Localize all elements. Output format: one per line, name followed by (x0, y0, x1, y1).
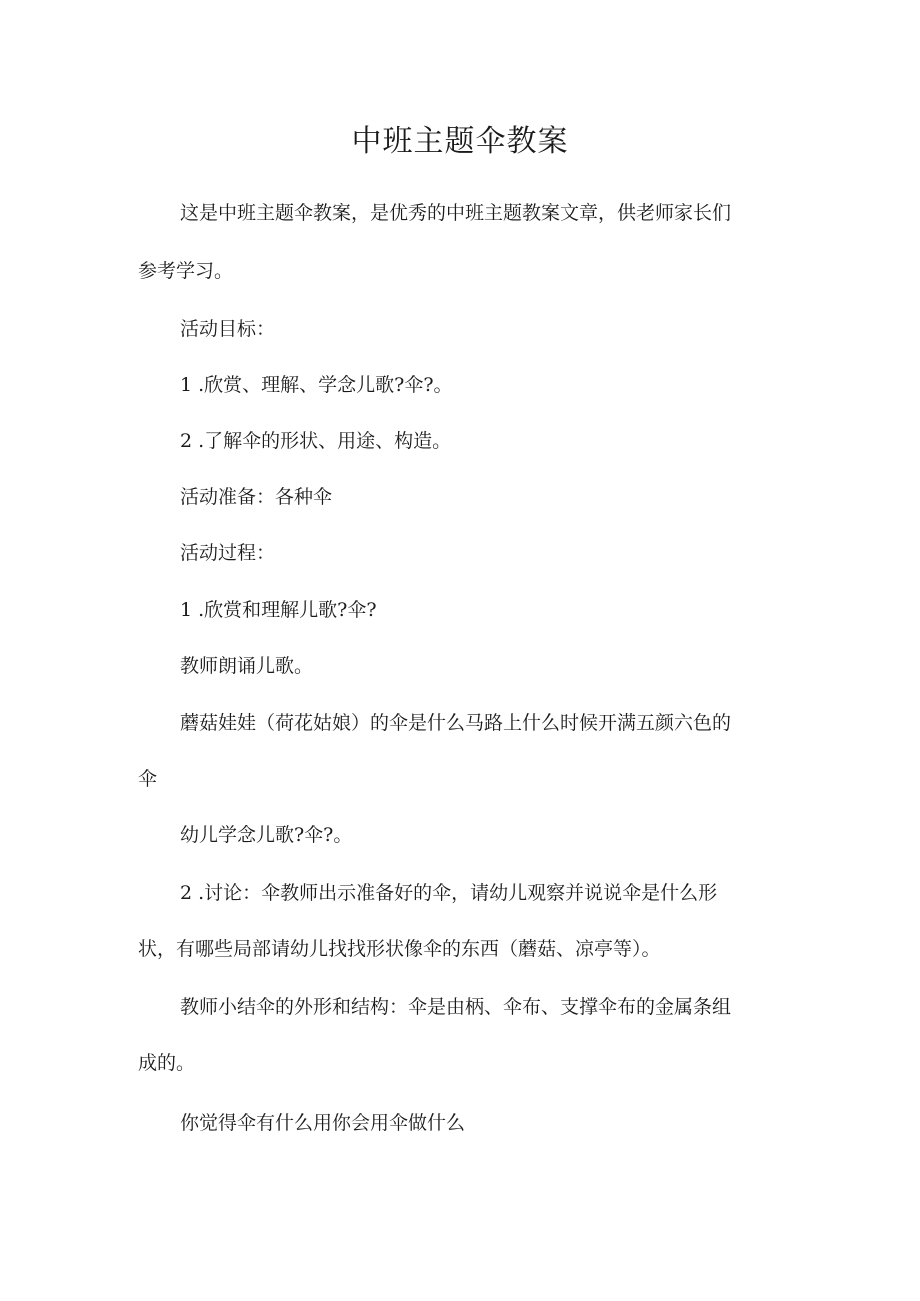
goal-item-2: 2 .了解伞的形状、用途、构造。 (180, 430, 452, 452)
heading-preparation: 活动准备：各种伞 (180, 486, 333, 508)
paragraph-summary: 教师小结伞的外形和结构：伞是由柄、伞布、支撑伞布的金属条组 (180, 996, 732, 1018)
paragraph-intro-cont: 参考学习。 (138, 260, 234, 282)
goal-item-1: 1 .欣赏、理解、学念儿歌?伞?。 (180, 374, 453, 396)
process-step-2-cont: 状，有哪些局部请幼儿找找形状像伞的东西（蘑菇、凉亭等）。 (138, 938, 661, 960)
process-step-2: 2 .讨论：伞教师出示准备好的伞，请幼儿观察并说说伞是什么形 (180, 882, 718, 904)
paragraph-recite: 教师朗诵儿歌。 (180, 655, 314, 677)
paragraph-question: 你觉得伞有什么用你会用伞做什么 (180, 1112, 466, 1134)
paragraph-children-recite: 幼儿学念儿歌?伞?。 (180, 824, 353, 846)
paragraph-intro: 这是中班主题伞教案，是优秀的中班主题教案文章，供老师家长们 (180, 202, 732, 224)
paragraph-summary-cont: 成的。 (138, 1052, 196, 1074)
document-title: 中班主题伞教案 (351, 124, 569, 159)
heading-process: 活动过程： (180, 542, 276, 564)
paragraph-rhyme: 蘑菇娃娃（荷花姑娘）的伞是什么马路上什么时候开满五颜六色的 (180, 712, 732, 734)
process-step-1: 1 .欣赏和理解儿歌?伞? (180, 599, 377, 621)
heading-goals: 活动目标： (180, 318, 276, 340)
paragraph-rhyme-cont: 伞 (138, 768, 158, 790)
